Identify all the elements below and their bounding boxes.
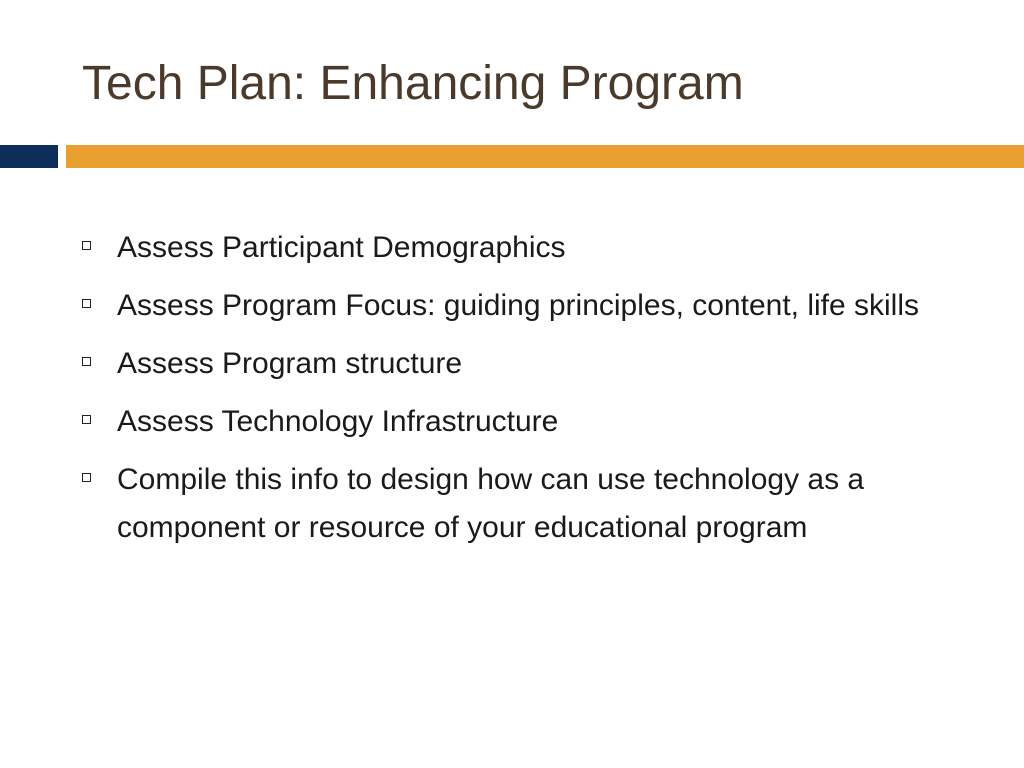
slide-title: Tech Plan: Enhancing Program: [82, 57, 744, 110]
bullet-text: Assess Program structure: [117, 347, 463, 380]
bullet-item: [82, 456, 962, 552]
bullet-item: [82, 398, 962, 446]
bullet-text: Assess Program Focus: guiding principles, content, life skills: [117, 289, 920, 322]
bullet-item: [82, 340, 962, 388]
square-bullet-icon: [82, 241, 91, 250]
bullet-text: Compile this info to design how can use technology as a component or resource of your educational program: [117, 463, 865, 544]
bullet-item: [82, 224, 962, 272]
bullet-item: [82, 282, 962, 330]
square-bullet-icon: [82, 357, 91, 366]
square-bullet-icon: [82, 473, 91, 482]
square-bullet-icon: [82, 299, 91, 308]
accent-band-gold: [66, 145, 1024, 168]
bullet-text: Assess Participant Demographics: [117, 231, 566, 264]
square-bullet-icon: [82, 415, 91, 424]
bullet-list: [82, 224, 962, 562]
bullet-text: Assess Technology Infrastructure: [117, 405, 559, 438]
accent-band-navy: [0, 145, 58, 168]
